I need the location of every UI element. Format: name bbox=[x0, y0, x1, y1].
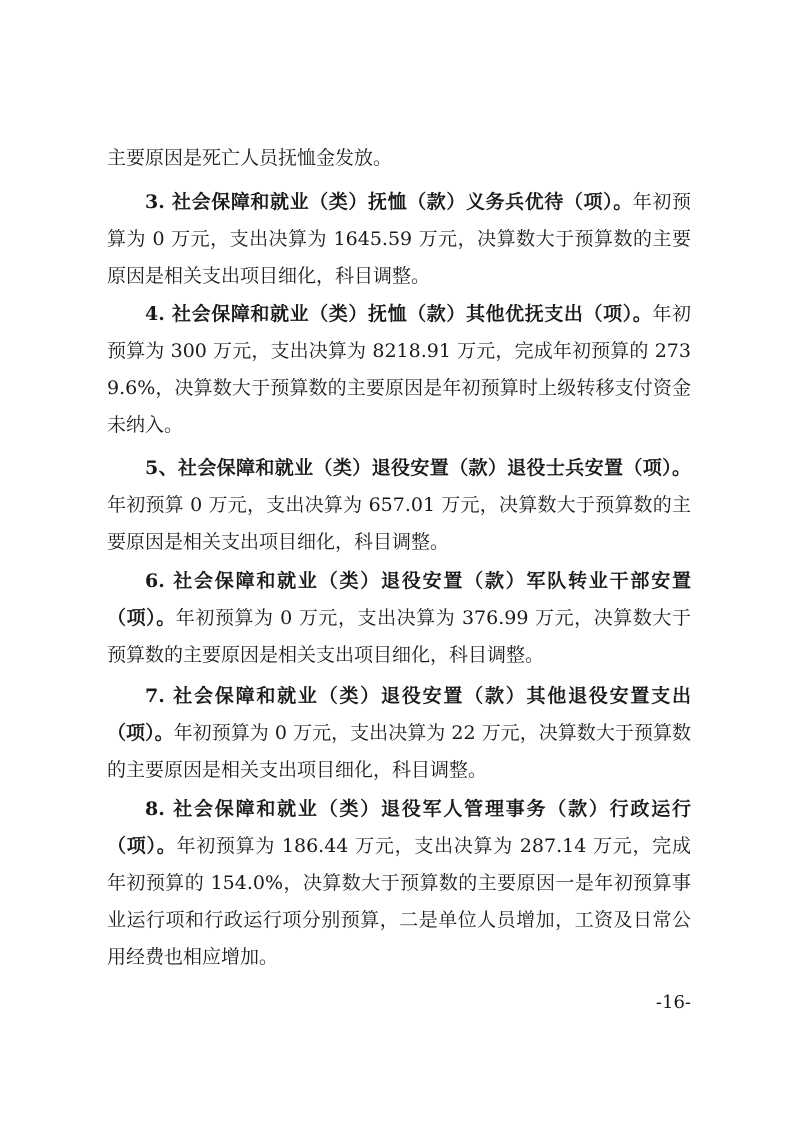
item-body: 年初预算为 0 万元，支出决算为 1645.59 万元，决算数大于预算数的主要原因是相关支出项目细化，科目调整。 bbox=[107, 191, 691, 287]
item-body: 年初预算为 300 万元，支出决算为 8218.91 万元，完成年初预算的 2739.6%，决算数大于预算数的主要原因是年初预算时上级转移支付资金未纳入。 bbox=[107, 303, 691, 436]
item-heading: 4. 社会保障和就业（类）抚恤（款）其他优抚支出（项）。 bbox=[145, 303, 653, 325]
item-body: 年初预算 0 万元，支出决算为 657.01 万元，决算数大于预算数的主要原因是相关支出项目细化，科目调整。 bbox=[107, 494, 691, 553]
item-heading: 6. 社会保障和就业（类）退役安置（款）军队转业干部安置（项）。 bbox=[107, 570, 691, 629]
item-body: 年初预算为 186.44 万元，支出决算为 287.14 万元，完成年初预算的 154.0%，决算数大于预算数的主要原因一是年初预算事业运行项和行政运行项分别预算，二是单位人员增加，工资及日常公用经费也相应增加。 bbox=[107, 835, 691, 968]
page-number: -16- bbox=[655, 992, 691, 1013]
paragraph-item-7 bbox=[107, 678, 691, 789]
paragraph-item-3 bbox=[107, 184, 691, 295]
item-heading: 5、社会保障和就业（类）退役安置（款）退役士兵安置（项）。 bbox=[145, 457, 691, 479]
item-body: 年初预算为 0 万元，支出决算为 22 万元，决算数大于预算数的主要原因是相关支出项目细化，科目调整。 bbox=[107, 722, 691, 781]
paragraph-continuation bbox=[107, 140, 691, 177]
item-heading: 8. 社会保障和就业（类）退役军人管理事务（款）行政运行（项）。 bbox=[107, 798, 691, 857]
paragraph-item-4 bbox=[107, 296, 691, 444]
paragraph-body: 主要原因是死亡人员抚恤金发放。 bbox=[107, 147, 393, 169]
paragraph-item-8 bbox=[107, 791, 691, 976]
item-body: 年初预算为 0 万元，支出决算为 376.99 万元，决算数大于预算数的主要原因是相关支出项目细化，科目调整。 bbox=[107, 607, 691, 666]
paragraph-item-6 bbox=[107, 563, 691, 674]
paragraph-item-5 bbox=[107, 450, 691, 561]
item-heading: 3. 社会保障和就业（类）抚恤（款）义务兵优待（项）。 bbox=[145, 191, 633, 213]
item-heading: 7. 社会保障和就业（类）退役安置（款）其他退役安置支出（项）。 bbox=[107, 685, 691, 744]
